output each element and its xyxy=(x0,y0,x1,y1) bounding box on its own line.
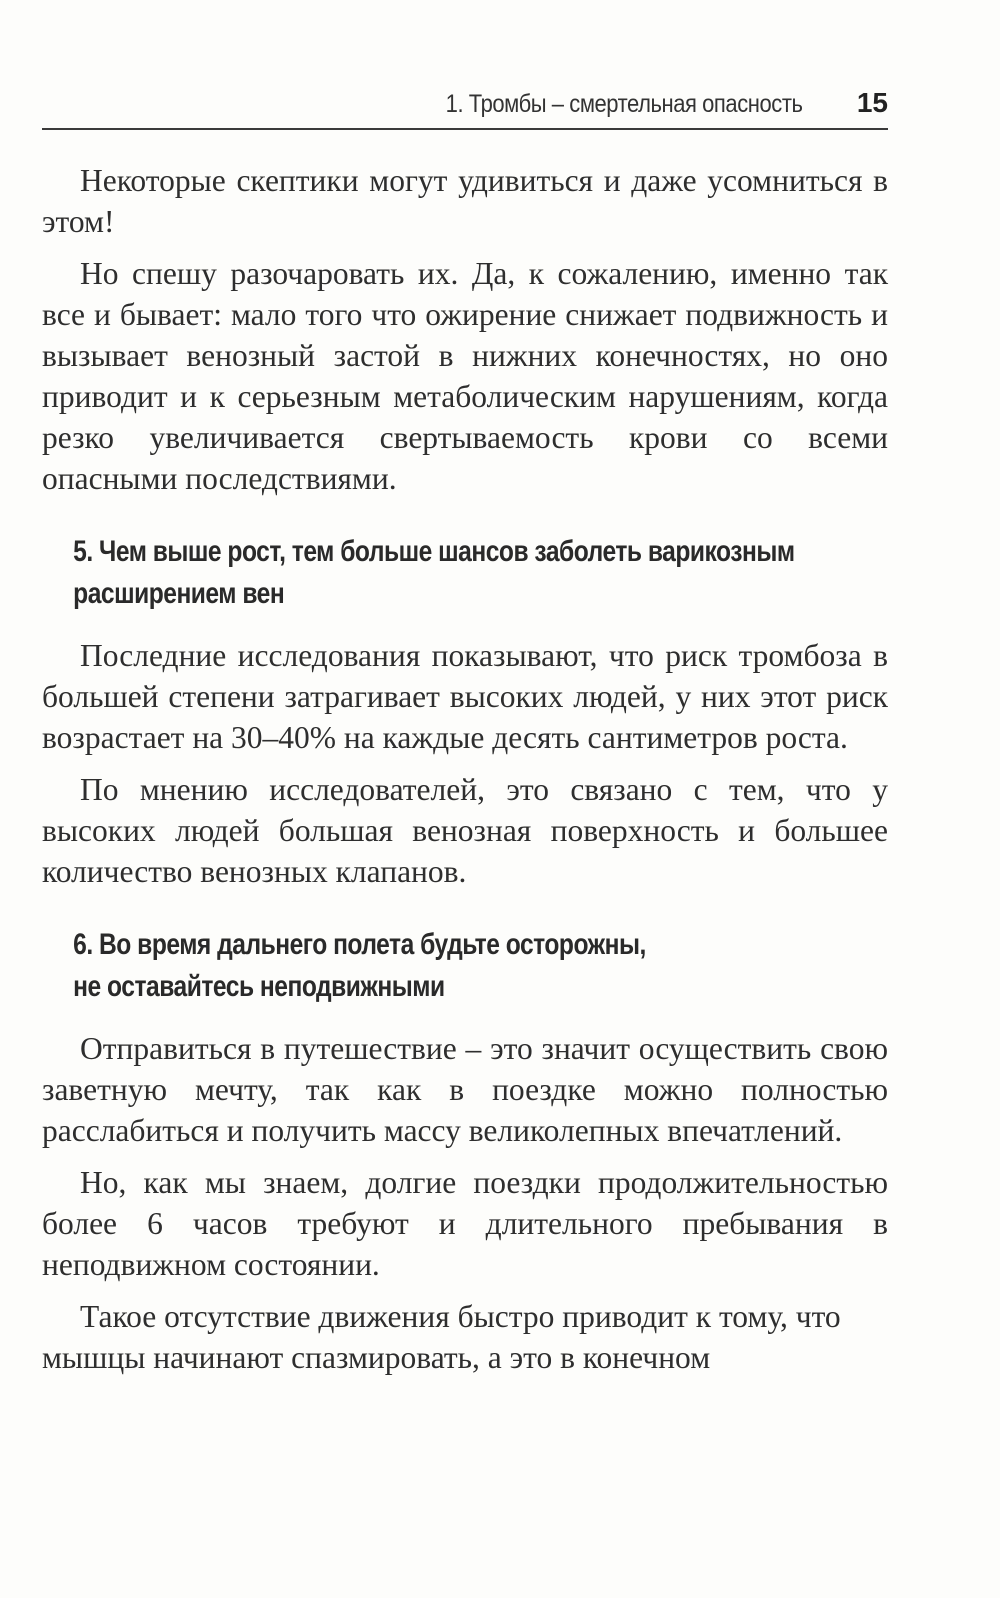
paragraph-5: Отправиться в путешествие – это значит осуществить свою заветную мечту, так как в поездке можно полностью расслабиться и получить массу великолепных впечатлений. xyxy=(42,1031,888,1148)
section-heading-6 xyxy=(42,924,893,1008)
running-header xyxy=(42,84,888,130)
paragraph-3: Последние исследования показывают, что риск тромбоза в большей степени затрагивает высоких людей, у них этот риск возрастает на 30–40% на каждые десять сантиметров роста. xyxy=(42,638,888,755)
paragraph-1: Некоторые скептики могут удивиться и даже усомниться в этом! xyxy=(42,163,888,239)
running-title: 1. Тромбы – смертельная опасность xyxy=(445,90,802,118)
paragraph-6: Но, как мы знаем, долгие поездки продолжительностью более 6 часов требуют и длительного пребывания в неподвижном состоянии. xyxy=(42,1165,888,1282)
paragraph-2: Но спешу разочаровать их. Да, к сожалению, именно так все и бывает: мало того что ожирение снижает подвижность и вызывает венозный застой в нижних конечностях, но оно приводит и к серьезным метаболическим нарушениям, когда резко увеличивается свертываемость крови со всеми опасными последствиями. xyxy=(42,256,888,496)
section-heading-5 xyxy=(42,531,893,615)
paragraph-4: По мнению исследователей, это связано с тем, что у высоких людей большая венозная поверхность и большее количество венозных клапанов. xyxy=(42,772,888,889)
section-heading-5-line-2: расширением вен xyxy=(73,577,285,610)
section-heading-6-line-2: не оставайтесь неподвижными xyxy=(73,970,445,1003)
page-number: 15 xyxy=(856,87,888,118)
section-heading-6-line-1: 6. Во время дальнего полета будьте осторожны, xyxy=(73,928,646,961)
section-heading-5-line-1: 5. Чем выше рост, тем больше шансов заболеть варикозным xyxy=(73,535,795,568)
page-content xyxy=(42,160,888,1389)
paragraph-7: Такое отсутствие движения быстро приводит к тому, что мышцы начинают спазмировать, а это в конечном xyxy=(42,1299,841,1375)
